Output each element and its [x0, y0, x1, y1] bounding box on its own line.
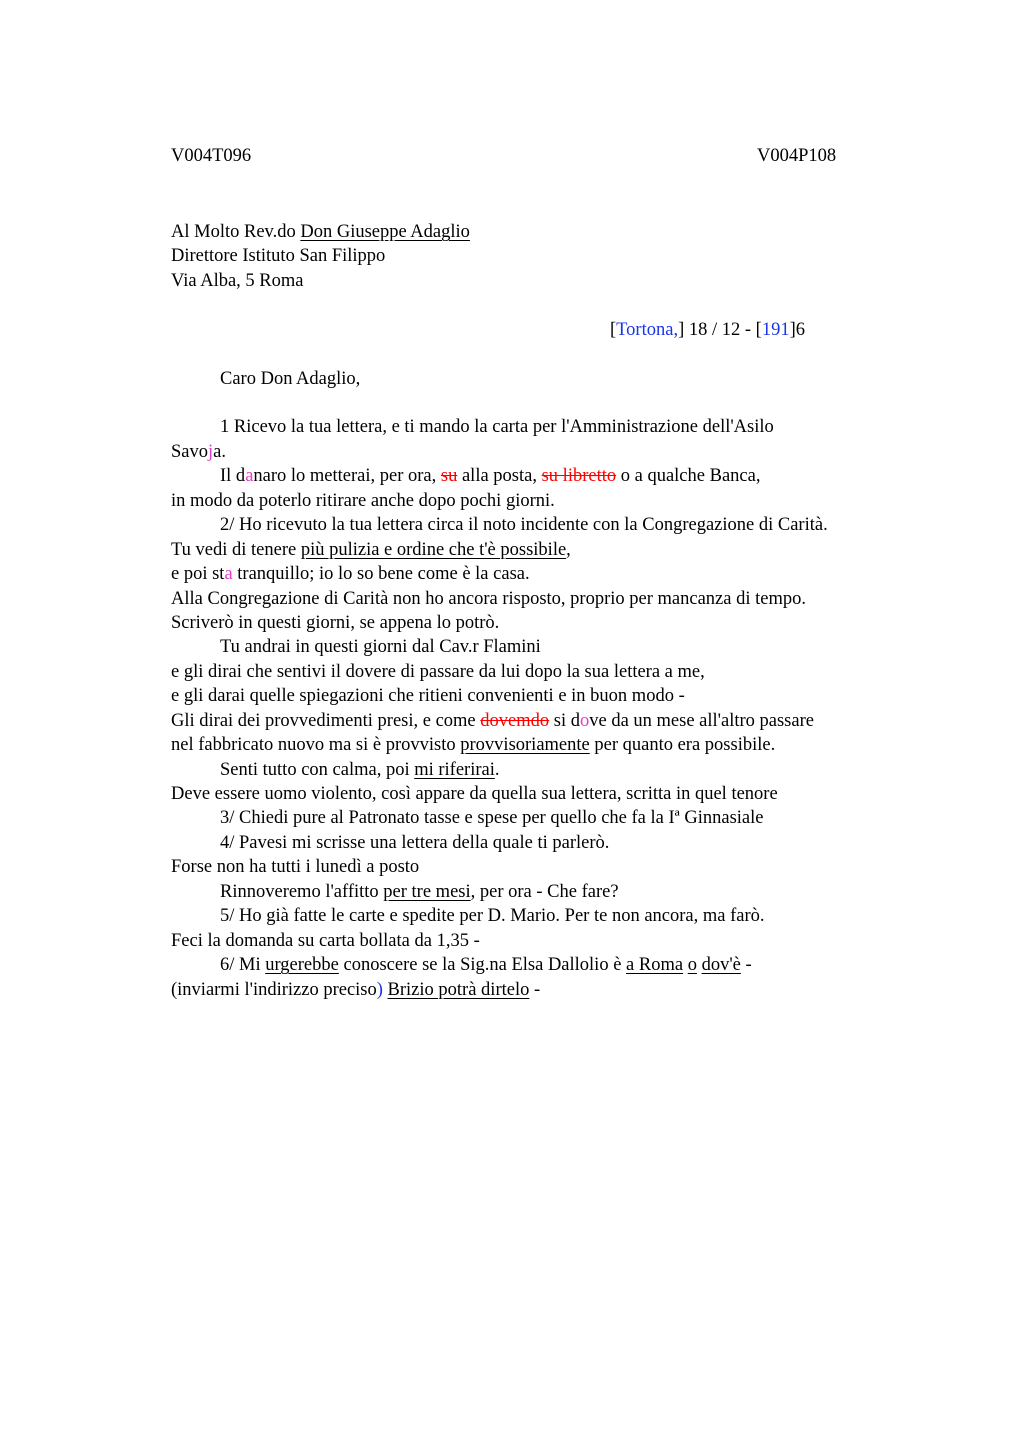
body-line: (inviarmi l'indirizzo preciso) Brizio potrà dirtelo - [171, 980, 541, 1000]
body-line: Forse non ha tutti i lunedì a posto [171, 857, 420, 877]
body-line: nel fabbricato nuovo ma si è provvisto provvisoriamente per quanto era possibile. [171, 735, 776, 755]
deleted-text: su libretto [541, 466, 617, 486]
body-line: Tu vedi di tenere più pulizia e ordine che t'è possibile, [171, 540, 571, 560]
body-line: 6/ Mi urgerebbe conoscere se la Sig.na Elsa Dallolio è a Roma o dov'è - [220, 955, 752, 975]
body-line: 5/ Ho già fatte le carte e spedite per D. Mario. Per te non ancora, ma farò. [220, 906, 765, 926]
body-line: Il danaro lo metterai, per ora, su alla posta, su libretto o a qualche Banca, [220, 466, 761, 486]
body-line: 2/ Ho ricevuto la tua lettera circa il noto incidente con la Congregazione di Carità. [220, 515, 828, 535]
body-line: e poi sta tranquillo; io lo so bene come è la casa. [171, 564, 530, 584]
date-place: Tortona, [616, 320, 679, 340]
deleted-text: dovemdo [480, 711, 550, 731]
body-line: Scriverò in questi giorni, se appena lo potrò. [171, 613, 500, 633]
body-line: in modo da poterlo ritirare anche dopo pochi giorni. [171, 491, 555, 511]
body-line: Feci la domanda su carta bollata da 1,35 - [171, 931, 480, 951]
body-line: Deve essere uomo violento, così appare da quella sua lettera, scritta in quel tenore [171, 784, 778, 804]
document-ref-left: V004T096 [171, 146, 252, 166]
address-line-1: Al Molto Rev.do Don Giuseppe Adaglio [171, 222, 470, 242]
body-line: 1 Ricevo la tua lettera, e ti mando la carta per l'Amministrazione dell'Asilo [220, 417, 774, 437]
body-line: 3/ Chiedi pure al Patronato tasse e spese per quello che fa la Iª Ginnasiale [220, 808, 764, 828]
body-line: Alla Congregazione di Carità non ho ancora risposto, proprio per mancanza di tempo. [171, 589, 806, 609]
address-line-2: Direttore Istituto San Filippo [171, 246, 386, 266]
body-line: Rinnoveremo l'affitto per tre mesi, per ora - Che fare? [220, 882, 619, 902]
body-line: 4/ Pavesi mi scrisse una lettera della quale ti parlerò. [220, 833, 610, 853]
body-line: e gli darai quelle spiegazioni che ritieni convenienti e in buon modo - [171, 686, 685, 706]
letter-date: [Tortona,] 18 / 12 - [191]6 [610, 320, 805, 340]
body-line: Gli dirai dei provvedimenti presi, e come dovemdo si dove da un mese all'altro passare [171, 711, 814, 731]
document-ref-right: V004P108 [757, 146, 837, 166]
deleted-text: su [440, 466, 458, 486]
greeting: Caro Don Adaglio, [220, 369, 361, 389]
body-line: Senti tutto con calma, poi mi riferirai. [220, 760, 500, 780]
date-year-inserted: 191 [761, 320, 790, 340]
recipient-name: Don Giuseppe Adaglio [300, 222, 470, 242]
body-line: e gli dirai che sentivi il dovere di passare da lui dopo la sua lettera a me, [171, 662, 705, 682]
address-line-3: Via Alba, 5 Roma [171, 271, 304, 291]
body-line: Tu andrai in questi giorni dal Cav.r Flamini [220, 637, 541, 657]
body-line: Savoja. [171, 442, 226, 462]
